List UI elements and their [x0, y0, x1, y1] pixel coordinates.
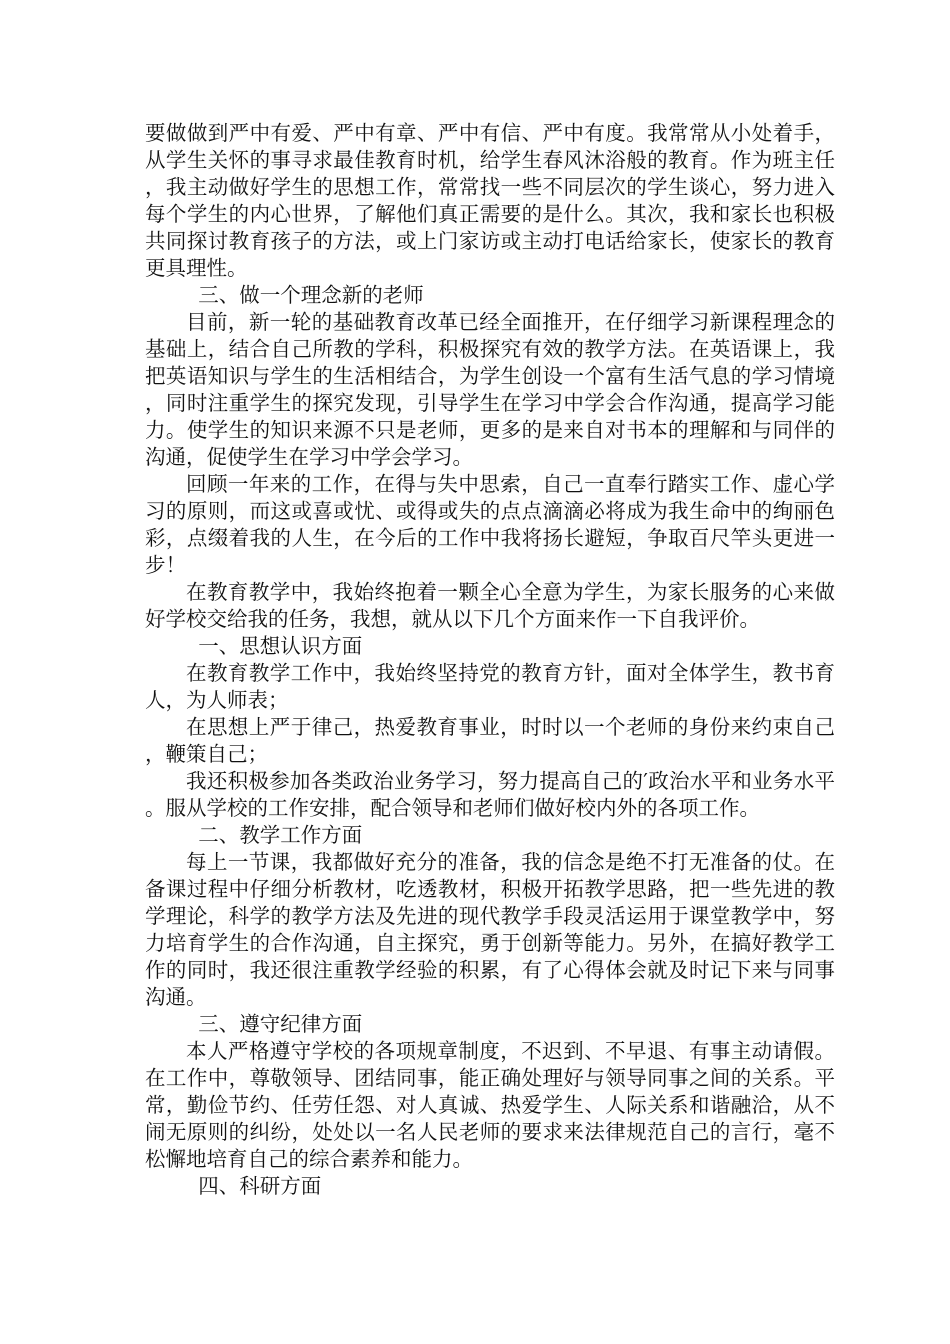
paragraph: 每上一节课，我都做好充分的准备，我的信念是绝不打无准备的仗。在备课过程中仔细分析教材，吃透教材，积极开拓教学思路，把一些先进的教学理论，科学的教学方法及先进的现代教学手段灵活运用于课堂教学中，努力培育学生的合作沟通，自主探究，勇于创新等能力。另外，在搞好教学工作的同时，我还很注重教学经验的积累，有了心得体会就及时记下来与同事沟通。	[145, 850, 835, 1009]
paragraph: 本人严格遵守学校的各项规章制度，不迟到、不早退、有事主动请假。在工作中，尊敬领导、团结同事，能正确处理好与领导同事之间的关系。平常，勤俭节约、任劳任怨、对人真诚、热爱学生、人际关系和谐融洽，从不闹无原则的纠纷，处处以一名人民老师的要求来法律规范自己的言行，毫不松懈地培育自己的综合素养和能力。	[145, 1039, 835, 1171]
section-heading: 四、科研方面	[198, 1174, 322, 1198]
paragraph: 在教育教学工作中，我始终坚持党的教育方针，面对全体学生，教书育人，为人师表；	[145, 661, 835, 712]
paragraph: 要做做到严中有爱、严中有章、严中有信、严中有度。我常常从小处着手，从学生关怀的事寻求最佳教育时机，给学生春风沐浴般的教育。作为班主任，我主动做好学生的思想工作，常常找一些不同层次的学生谈心，努力进入每个学生的内心世界，了解他们真正需要的是什么。其次，我和家长也积极共同探讨教育孩子的方法，或上门家访或主动打电话给家长，使家长的教育更具理性。	[145, 121, 835, 280]
paragraph: 目前，新一轮的基础教育改革已经全面推开，在仔细学习新课程理念的基础上，结合自己所教的学科，积极探究有效的教学方法。在英语课上，我把英语知识与学生的生活相结合，为学生创设一个富有生活气息的学习情境，同时注重学生的探究发现，引导学生在学习中学会合作沟通，提高学习能力。使学生的知识来源不只是老师，更多的是来自对书本的理解和与同伴的沟通，促使学生在学习中学会学习。	[145, 310, 835, 469]
paragraph: 在教育教学中，我始终抱着一颗全心全意为学生，为家长服务的心来做好学校交给我的任务，我想，就从以下几个方面来作一下自我评价。	[145, 580, 835, 631]
paragraph: 回顾一年来的工作，在得与失中思索，自己一直奉行踏实工作、虚心学习的原则，而这或喜或忧、或得或失的点点滴滴必将成为我生命中的绚丽色彩，点缀着我的人生，在今后的工作中我将扬长避短，争取百尺竿头更进一步！	[145, 472, 835, 577]
section-heading: 三、遵守纪律方面	[198, 1012, 363, 1036]
section-heading: 二、教学工作方面	[198, 823, 363, 847]
paragraph: 我还积极参加各类政治业务学习，努力提高自己的′政治水平和业务水平。服从学校的工作安排，配合领导和老师们做好校内外的各项工作。	[145, 769, 835, 820]
document-body	[145, 120, 835, 1200]
section-heading: 三、做一个理念新的老师	[198, 283, 424, 307]
section-heading: 一、思想认识方面	[198, 634, 363, 658]
paragraph: 在思想上严于律己，热爱教育事业，时时以一个老师的身份来约束自己，鞭策自己；	[145, 715, 835, 766]
